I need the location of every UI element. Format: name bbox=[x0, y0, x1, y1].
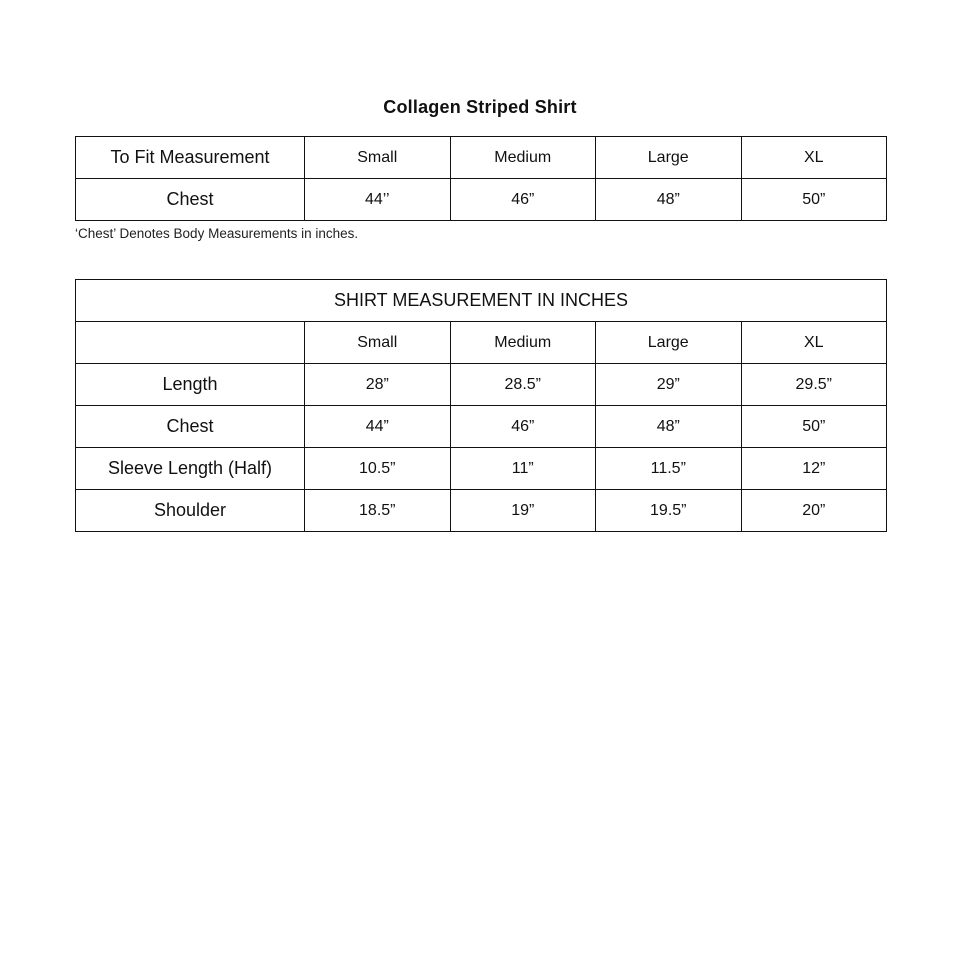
table-row bbox=[76, 406, 887, 448]
header-cell-xl: XL bbox=[741, 137, 887, 179]
page-title: Collagen Striped Shirt bbox=[383, 97, 577, 117]
table-cell: 46” bbox=[450, 406, 596, 448]
table-row bbox=[76, 490, 887, 532]
table-cell: 11” bbox=[450, 448, 596, 490]
table-cell: 11.5” bbox=[596, 448, 742, 490]
shirt-measurement-table bbox=[75, 279, 887, 532]
table-cell: 50” bbox=[741, 179, 887, 221]
table-header-row bbox=[76, 322, 887, 364]
header-cell-small: Small bbox=[305, 137, 451, 179]
table-cell: 29.5” bbox=[741, 364, 887, 406]
table-cell: 28” bbox=[305, 364, 451, 406]
header-cell-empty bbox=[76, 322, 305, 364]
table-cell: 46” bbox=[450, 179, 596, 221]
to-fit-measurement-table bbox=[75, 136, 887, 221]
table-cell: 10.5” bbox=[305, 448, 451, 490]
row-label-sleeve-length: Sleeve Length (Half) bbox=[76, 448, 305, 490]
table-cell: 29” bbox=[596, 364, 742, 406]
table-row bbox=[76, 364, 887, 406]
table-row bbox=[76, 448, 887, 490]
table-cell: 19” bbox=[450, 490, 596, 532]
header-cell-small: Small bbox=[305, 322, 451, 364]
table-cell: 18.5” bbox=[305, 490, 451, 532]
table-cell: 19.5” bbox=[596, 490, 742, 532]
row-label-chest: Chest bbox=[76, 179, 305, 221]
row-label-length: Length bbox=[76, 364, 305, 406]
header-cell-medium: Medium bbox=[450, 137, 596, 179]
table-title-row bbox=[76, 280, 887, 322]
header-cell-xl: XL bbox=[741, 322, 887, 364]
table-cell: 48” bbox=[596, 179, 742, 221]
row-label-chest: Chest bbox=[76, 406, 305, 448]
header-cell-to-fit-measurement: To Fit Measurement bbox=[76, 137, 305, 179]
table-cell: 48” bbox=[596, 406, 742, 448]
table-row bbox=[76, 179, 887, 221]
table-cell: 44” bbox=[305, 406, 451, 448]
header-cell-large: Large bbox=[596, 322, 742, 364]
table-cell: 12” bbox=[741, 448, 887, 490]
table-header-row bbox=[76, 137, 887, 179]
header-cell-medium: Medium bbox=[450, 322, 596, 364]
table-cell: 20” bbox=[741, 490, 887, 532]
table-cell: 44’’ bbox=[305, 179, 451, 221]
header-cell-large: Large bbox=[596, 137, 742, 179]
row-label-shoulder: Shoulder bbox=[76, 490, 305, 532]
table-cell: 28.5” bbox=[450, 364, 596, 406]
table-title: SHIRT MEASUREMENT IN INCHES bbox=[76, 280, 887, 322]
footnote: ‘Chest’ Denotes Body Measurements in inches. bbox=[75, 226, 359, 241]
table-cell: 50” bbox=[741, 406, 887, 448]
